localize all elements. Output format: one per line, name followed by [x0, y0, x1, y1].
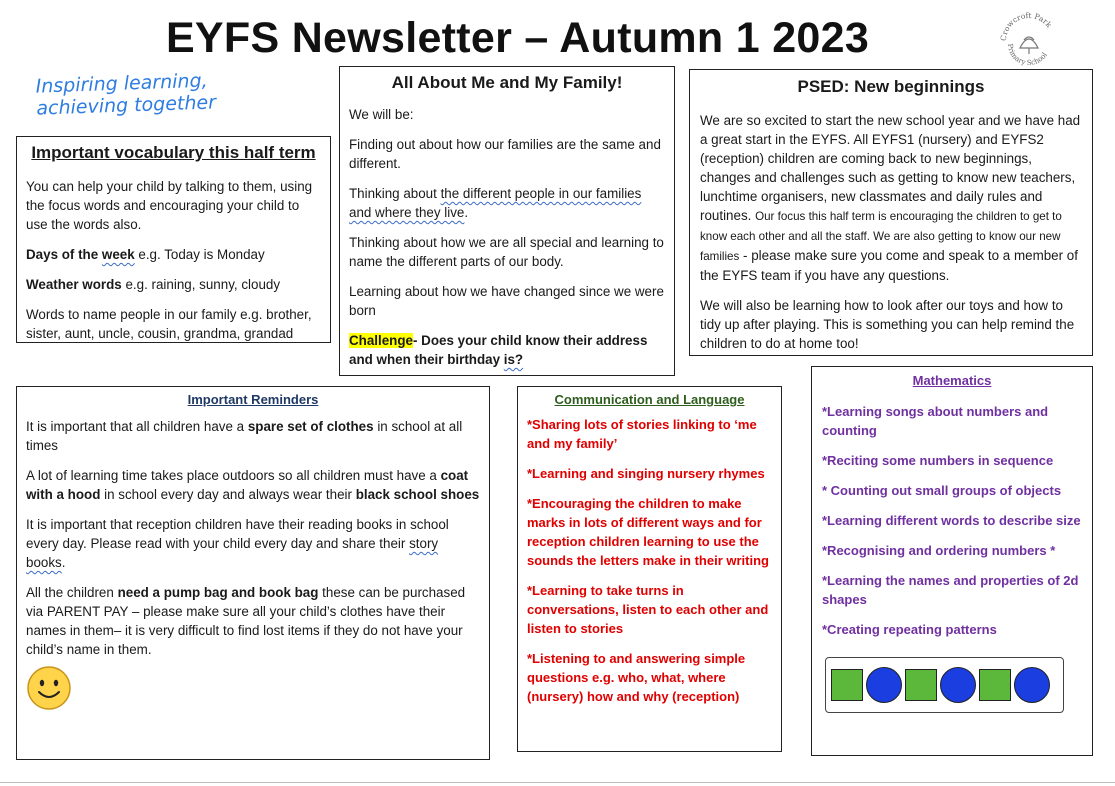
- reminder-item: It is important that all children have a spare set of clothes in school at all times: [26, 419, 463, 453]
- green-square-shape: [979, 669, 1011, 701]
- psed-paragraph: We will also be learning how to look after our toys and how to tidy up after playing. This is something you can help remind the children to do at home too!: [700, 298, 1075, 351]
- school-motto: Inspiring learning, achieving together: [35, 69, 217, 120]
- communication-panel: [517, 386, 782, 752]
- vocabulary-days: Days of the week e.g. Today is Monday: [26, 247, 265, 262]
- family-heading: All About Me and My Family!: [391, 73, 623, 92]
- vocabulary-panel: [16, 136, 331, 343]
- blue-circle-shape: [940, 667, 976, 703]
- maths-item: *Creating repeating patterns: [822, 622, 997, 637]
- svg-text:Crowcroft Park: [999, 11, 1054, 41]
- family-panel: [339, 66, 675, 376]
- psed-panel: [689, 69, 1093, 356]
- mathematics-panel: [811, 366, 1093, 756]
- reminder-item: A lot of learning time takes place outdoors so all children must have a coat with a hood in school every day and always wear their black school shoes: [26, 468, 480, 502]
- communication-item: *Learning and singing nursery rhymes: [527, 466, 765, 481]
- green-square-shape: [831, 669, 863, 701]
- reminder-item: All the children need a pump bag and book bag these can be purchased via PARENT PAY – please make sure all your child’s clothes have their names in them– it is very difficult to find lost items if they do not have your child’s name in them.: [26, 585, 466, 657]
- blue-circle-shape: [866, 667, 902, 703]
- maths-item: * Counting out small groups of objects: [822, 483, 1062, 498]
- family-item: Thinking about the different people in our families and where they live.: [349, 186, 642, 220]
- communication-item: *Encouraging the children to make marks in lots of different ways and for reception children learning to use the sounds the letters make in their writing: [527, 496, 769, 568]
- communication-heading: Communication and Language: [554, 392, 745, 407]
- maths-item: *Reciting some numbers in sequence: [822, 453, 1054, 468]
- maths-item: *Recognising and ordering numbers *: [822, 543, 1056, 558]
- maths-item: *Learning songs about numbers and counting: [822, 404, 1049, 438]
- family-intro: We will be:: [349, 107, 414, 122]
- logo-top-text: Crowcroft Park: [998, 10, 1054, 42]
- school-crest-icon: [996, 8, 1062, 74]
- logo-bottom-text: Primary School: [1005, 43, 1049, 68]
- vocabulary-family: Words to name people in our family e.g. brother, sister, aunt, uncle, cousin, grandma, grandad: [26, 307, 312, 341]
- reminders-heading: Important Reminders: [187, 392, 319, 407]
- family-item: Learning about how we have changed since we were born: [349, 284, 664, 318]
- psed-paragraph: We are so excited to start the new school year and we have had a great start in the EYFS. All EYFS1 (nursery) and EYFS2 (reception) children are coming back to new beginnings, changes and challenges such as getting to know new teachers, lunchtime organisers, new classmates and daily rules and routines. Our focus this half term is encouraging the children to get to know each other and all the staff. We are also getting to know our new families - please make sure you come and speak to a member of the EYFS team if you have any questions.: [700, 113, 1081, 283]
- maths-item: *Learning the names and properties of 2d shapes: [822, 573, 1079, 607]
- mathematics-heading: Mathematics: [912, 373, 992, 388]
- vocabulary-weather: Weather words e.g. raining, sunny, cloudy: [26, 277, 281, 292]
- communication-item: *Sharing lots of stories linking to ‘me and my family’: [527, 417, 757, 451]
- reminder-item: It is important that reception children have their reading books in school every day. Please read with your child every day and share their story books.: [26, 517, 449, 570]
- page-bottom-rule: [0, 782, 1115, 783]
- svg-text:Primary School: [1006, 43, 1049, 67]
- reminders-panel: [16, 386, 490, 760]
- communication-item: *Learning to take turns in conversations, listen to each other and listen to stories: [527, 583, 769, 636]
- family-item: Thinking about how we are all special and learning to name the different parts of our body.: [349, 235, 664, 269]
- family-item: Finding out about how our families are the same and different.: [349, 137, 661, 171]
- blue-circle-shape: [1014, 667, 1050, 703]
- green-square-shape: [905, 669, 937, 701]
- maths-item: *Learning different words to describe size: [822, 513, 1081, 528]
- family-challenge: Challenge- Does your child know their address and when their birthday is?: [349, 333, 648, 367]
- smiley-face-icon: [26, 665, 72, 711]
- communication-item: *Listening to and answering simple questions e.g. who, what, where (nursery) how and why (reception): [527, 651, 746, 704]
- psed-heading: PSED: New beginnings: [797, 77, 985, 96]
- page-title: EYFS Newsletter – Autumn 1 2023: [165, 14, 870, 62]
- repeating-pattern-image: [825, 657, 1064, 713]
- vocabulary-heading: Important vocabulary this half term: [31, 143, 316, 162]
- vocabulary-intro: You can help your child by talking to them, using the focus words and encouraging your child to use the words also.: [26, 179, 313, 232]
